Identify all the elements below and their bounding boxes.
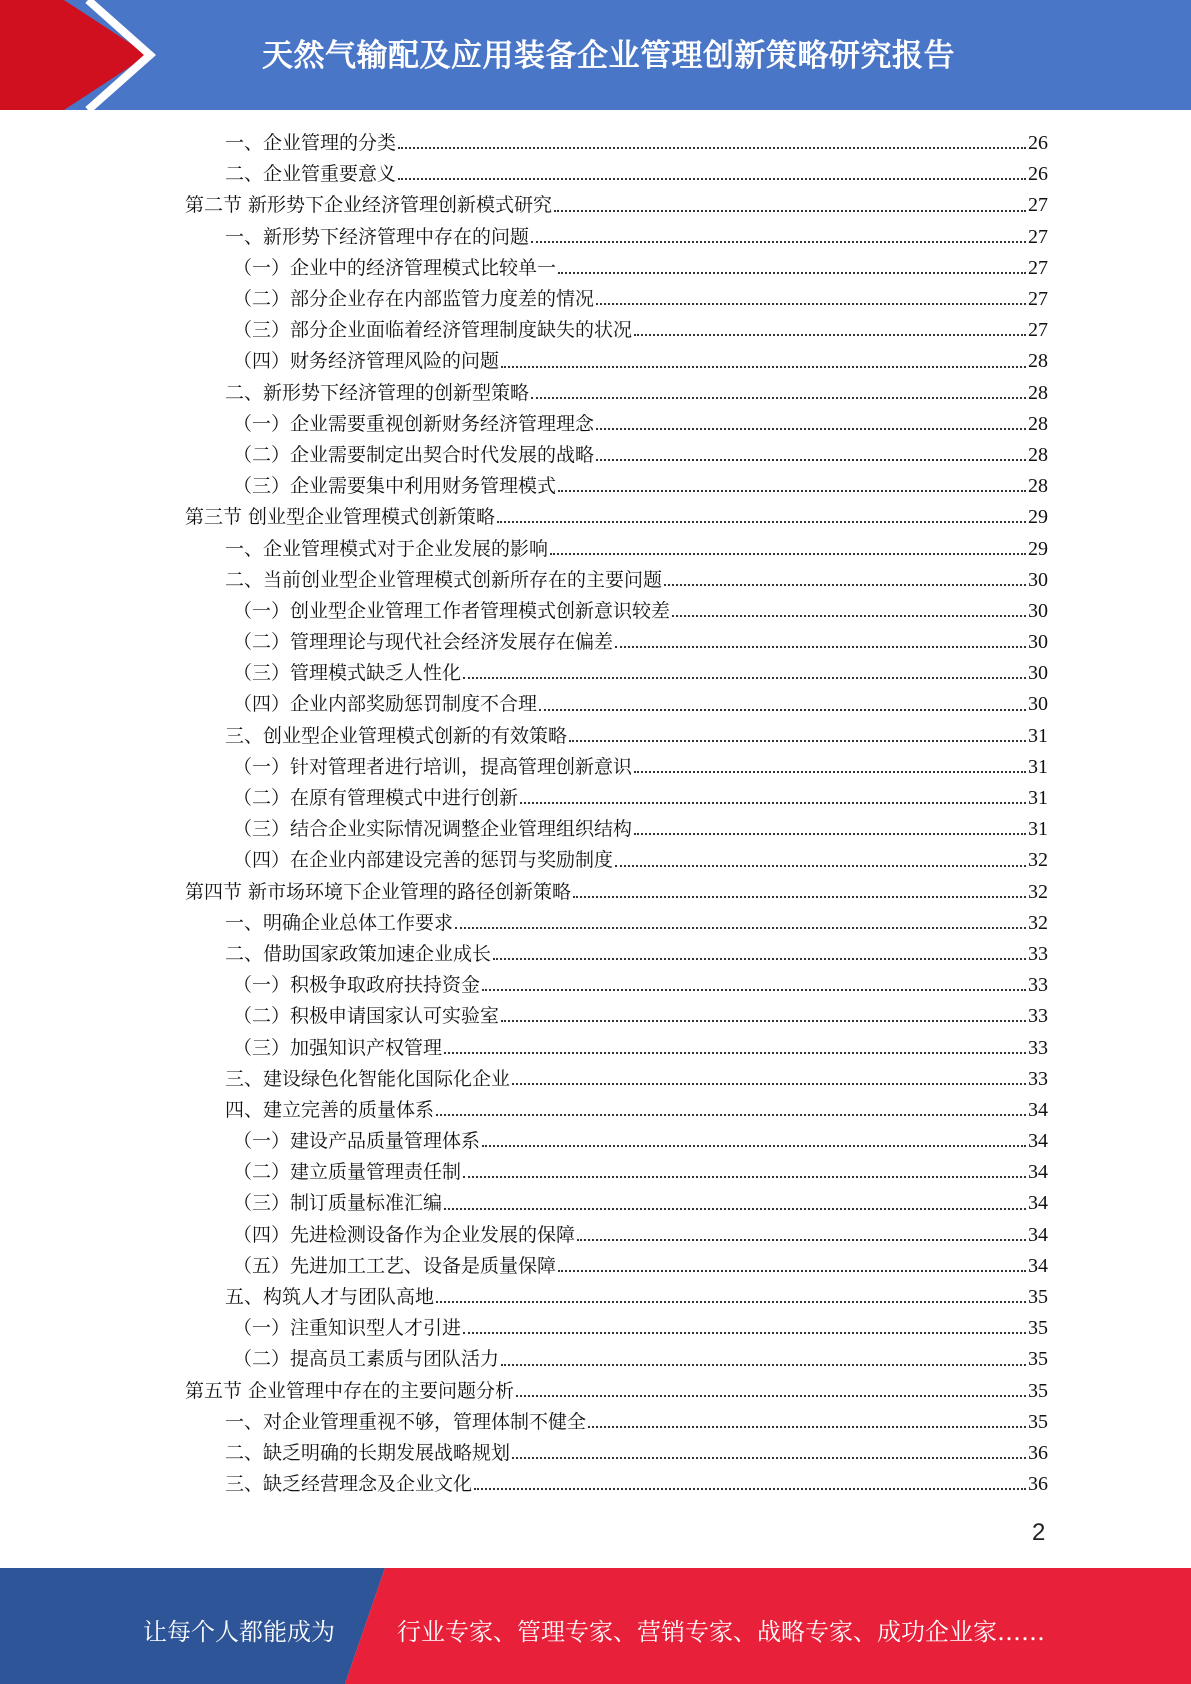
toc-entry-page: 31 [1028, 755, 1048, 778]
page-number: 2 [1032, 1519, 1046, 1546]
toc-entry-page: 26 [1028, 163, 1048, 186]
toc-entry[interactable] [185, 814, 1048, 845]
toc-entry-page: 28 [1028, 475, 1048, 498]
toc-entry-title: 一、新形势下经济管理中存在的问题 [225, 225, 530, 248]
toc-entry-title: 第三节 创业型企业管理模式创新策略 [185, 506, 496, 529]
toc-entry[interactable] [185, 440, 1048, 471]
toc-entry[interactable] [185, 378, 1048, 409]
toc-entry-title: 二、缺乏明确的长期发展战略规划 [225, 1441, 511, 1464]
toc-entry-title: （二）提高员工素质与团队活力 [233, 1348, 500, 1371]
toc-dot-leader [615, 646, 1026, 648]
toc-entry[interactable] [185, 1438, 1048, 1469]
toc-entry-page: 27 [1028, 194, 1048, 217]
toc-entry[interactable] [185, 1001, 1048, 1032]
toc-entry[interactable] [185, 658, 1048, 689]
toc-dot-leader [539, 709, 1026, 711]
toc-entry[interactable] [185, 845, 1048, 876]
toc-entry-title: 一、企业管理模式对于企业发展的影响 [225, 537, 549, 560]
toc-dot-leader [634, 771, 1026, 773]
toc-entry[interactable] [185, 1407, 1048, 1438]
toc-entry[interactable] [185, 1469, 1048, 1500]
toc-dot-leader [531, 241, 1026, 243]
toc-entry[interactable] [185, 533, 1048, 564]
toc-entry[interactable] [185, 1220, 1048, 1251]
toc-entry-page: 29 [1028, 537, 1048, 560]
toc-entry[interactable] [185, 1032, 1048, 1063]
toc-dot-leader [501, 1364, 1026, 1366]
toc-entry-title: 五、构筑人才与团队高地 [225, 1286, 435, 1309]
report-title: 天然气输配及应用装备企业管理创新策略研究报告 [262, 38, 955, 74]
toc-entry-page: 36 [1028, 1473, 1048, 1496]
toc-entry-title: 一、明确企业总体工作要求 [225, 911, 454, 934]
toc-entry-page: 30 [1028, 662, 1048, 685]
table-of-contents [185, 128, 1048, 1500]
toc-dot-leader [615, 865, 1026, 867]
toc-entry-page: 27 [1028, 288, 1048, 311]
toc-dot-leader [516, 1395, 1026, 1397]
toc-dot-leader [482, 1145, 1026, 1147]
toc-entry-page: 34 [1028, 1223, 1048, 1246]
toc-entry[interactable] [185, 721, 1048, 752]
toc-entry-page: 27 [1028, 256, 1048, 279]
toc-entry[interactable] [185, 284, 1048, 315]
toc-entry-page: 31 [1028, 787, 1048, 810]
toc-entry-page: 26 [1028, 132, 1048, 155]
toc-entry-title: （四）财务经济管理风险的问题 [233, 350, 500, 373]
toc-entry-title: （一）注重知识型人才引进 [233, 1317, 462, 1340]
toc-entry[interactable] [185, 159, 1048, 190]
toc-entry-title: （一）企业需要重视创新财务经济管理理念 [233, 412, 595, 435]
toc-entry[interactable] [185, 1282, 1048, 1313]
toc-dot-leader [512, 1083, 1026, 1085]
toc-dot-leader [482, 989, 1026, 991]
toc-entry[interactable] [185, 970, 1048, 1001]
toc-entry[interactable] [185, 939, 1048, 970]
toc-dot-leader [596, 459, 1026, 461]
toc-entry-page: 30 [1028, 568, 1048, 591]
toc-entry-page: 33 [1028, 1005, 1048, 1028]
toc-entry-title: 三、缺乏经营理念及企业文化 [225, 1473, 473, 1496]
toc-dot-leader [596, 303, 1026, 305]
toc-entry[interactable] [185, 315, 1048, 346]
toc-dot-leader [436, 1301, 1026, 1303]
toc-dot-leader [463, 677, 1026, 679]
toc-dot-leader [463, 1332, 1026, 1334]
toc-entry-page: 28 [1028, 443, 1048, 466]
toc-dot-leader [501, 366, 1026, 368]
toc-entry[interactable] [185, 471, 1048, 502]
toc-entry[interactable] [185, 1157, 1048, 1188]
toc-dot-leader [558, 1270, 1026, 1272]
toc-entry-page: 31 [1028, 724, 1048, 747]
toc-entry-page: 35 [1028, 1348, 1048, 1371]
toc-entry-title: 一、对企业管理重视不够，管理体制不健全 [225, 1410, 587, 1433]
toc-dot-leader [497, 521, 1026, 523]
toc-entry[interactable] [185, 253, 1048, 284]
toc-entry-title: 二、新形势下经济管理的创新型策略 [225, 381, 530, 404]
toc-section-entry[interactable] [185, 502, 1048, 533]
toc-entry-page: 30 [1028, 599, 1048, 622]
toc-entry[interactable] [185, 128, 1048, 159]
toc-entry-page: 28 [1028, 350, 1048, 373]
toc-entry-title: 第五节 企业管理中存在的主要问题分析 [185, 1379, 515, 1402]
toc-entry-title: （三）制订质量标准汇编 [233, 1192, 443, 1215]
toc-entry-title: （二）管理理论与现代社会经济发展存在偏差 [233, 631, 614, 654]
toc-entry-page: 32 [1028, 911, 1048, 934]
toc-entry-title: 一、企业管理的分类 [225, 132, 397, 155]
toc-entry-title: 二、企业管重要意义 [225, 163, 397, 186]
toc-section-entry[interactable] [185, 1376, 1048, 1407]
toc-entry-page: 32 [1028, 880, 1048, 903]
toc-entry[interactable] [185, 1095, 1048, 1126]
toc-entry[interactable] [185, 1188, 1048, 1219]
toc-dot-leader [554, 210, 1026, 212]
toc-dot-leader [520, 802, 1026, 804]
toc-entry[interactable] [185, 1126, 1048, 1157]
toc-entry[interactable] [185, 1344, 1048, 1375]
toc-entry[interactable] [185, 627, 1048, 658]
toc-dot-leader [436, 1114, 1026, 1116]
toc-entry-title: （四）先进检测设备作为企业发展的保障 [233, 1223, 576, 1246]
toc-dot-leader [664, 584, 1026, 586]
report-footer [0, 1568, 1191, 1684]
toc-entry-title: 三、建设绿色化智能化国际化企业 [225, 1067, 511, 1090]
toc-entry-title: （三）企业需要集中利用财务管理模式 [233, 475, 557, 498]
toc-entry-title: （三）加强知识产权管理 [233, 1036, 443, 1059]
toc-entry-title: （二）部分企业存在内部监管力度差的情况 [233, 288, 595, 311]
toc-dot-leader [577, 1239, 1026, 1241]
toc-entry[interactable] [185, 409, 1048, 440]
toc-entry-page: 33 [1028, 1067, 1048, 1090]
footer-slogan-right: 行业专家、管理专家、营销专家、战略专家、成功企业家…… [397, 1618, 1045, 1646]
toc-entry-page: 34 [1028, 1161, 1048, 1184]
toc-entry-page: 27 [1028, 319, 1048, 342]
toc-entry[interactable] [185, 1313, 1048, 1344]
toc-entry-title: （一）建设产品质量管理体系 [233, 1130, 481, 1153]
toc-section-entry[interactable] [185, 877, 1048, 908]
toc-entry-page: 35 [1028, 1410, 1048, 1433]
toc-entry[interactable] [185, 596, 1048, 627]
toc-entry-page: 34 [1028, 1098, 1048, 1121]
toc-dot-leader [588, 1426, 1026, 1428]
toc-entry-page: 36 [1028, 1441, 1048, 1464]
toc-entry-page: 30 [1028, 693, 1048, 716]
toc-entry-page: 35 [1028, 1379, 1048, 1402]
toc-entry-title: （一）积极争取政府扶持资金 [233, 974, 481, 997]
toc-entry-title: （二）在原有管理模式中进行创新 [233, 787, 519, 810]
toc-entry-page: 33 [1028, 974, 1048, 997]
toc-dot-leader [493, 958, 1026, 960]
toc-dot-leader [455, 927, 1026, 929]
toc-dot-leader [512, 1457, 1026, 1459]
toc-entry[interactable] [185, 346, 1048, 377]
footer-slogan-left: 让每个人都能成为 [143, 1618, 335, 1646]
toc-entry-title: 二、借助国家政策加速企业成长 [225, 942, 492, 965]
toc-entry-title: （三）管理模式缺乏人性化 [233, 662, 462, 685]
toc-dot-leader [634, 833, 1026, 835]
toc-dot-leader [573, 896, 1026, 898]
toc-entry-page: 34 [1028, 1192, 1048, 1215]
toc-entry-title: （一）针对管理者进行培训，提高管理创新意识 [233, 755, 633, 778]
toc-dot-leader [474, 1488, 1026, 1490]
toc-entry-page: 35 [1028, 1317, 1048, 1340]
toc-entry-title: （二）建立质量管理责任制 [233, 1161, 462, 1184]
toc-dot-leader [463, 1176, 1026, 1178]
toc-section-entry[interactable] [185, 190, 1048, 221]
toc-entry-title: 第四节 新市场环境下企业管理的路径创新策略 [185, 880, 572, 903]
report-header [0, 0, 1191, 110]
toc-dot-leader [634, 334, 1026, 336]
toc-dot-leader [569, 740, 1026, 742]
toc-entry[interactable] [185, 752, 1048, 783]
toc-entry-page: 33 [1028, 1036, 1048, 1059]
toc-entry-title: 二、当前创业型企业管理模式创新所存在的主要问题 [225, 568, 663, 591]
toc-entry-page: 33 [1028, 942, 1048, 965]
toc-dot-leader [398, 147, 1026, 149]
toc-dot-leader [558, 272, 1026, 274]
toc-dot-leader [398, 178, 1026, 180]
toc-entry-title: 三、创业型企业管理模式创新的有效策略 [225, 724, 568, 747]
toc-entry-title: （一）企业中的经济管理模式比较单一 [233, 256, 557, 279]
toc-entry[interactable] [185, 1064, 1048, 1095]
toc-entry-page: 28 [1028, 412, 1048, 435]
toc-entry-page: 29 [1028, 506, 1048, 529]
toc-entry-title: （二）积极申请国家认可实验室 [233, 1005, 500, 1028]
toc-entry[interactable] [185, 689, 1048, 720]
toc-dot-leader [444, 1208, 1026, 1210]
toc-entry[interactable] [185, 783, 1048, 814]
toc-entry-page: 34 [1028, 1254, 1048, 1277]
toc-entry-page: 34 [1028, 1130, 1048, 1153]
toc-entry-title: （五）先进加工工艺、设备是质量保障 [233, 1254, 557, 1277]
toc-dot-leader [596, 428, 1026, 430]
toc-entry-title: （四）在企业内部建设完善的惩罚与奖励制度 [233, 849, 614, 872]
toc-entry-page: 28 [1028, 381, 1048, 404]
toc-entry-page: 30 [1028, 631, 1048, 654]
toc-entry-title: （一）创业型企业管理工作者管理模式创新意识较差 [233, 599, 671, 622]
toc-dot-leader [550, 553, 1026, 555]
toc-entry-title: （四）企业内部奖励惩罚制度不合理 [233, 693, 538, 716]
toc-entry-page: 31 [1028, 818, 1048, 841]
toc-entry-title: 四、建立完善的质量体系 [225, 1098, 435, 1121]
toc-entry-page: 35 [1028, 1286, 1048, 1309]
toc-dot-leader [501, 1020, 1026, 1022]
toc-entry-page: 27 [1028, 225, 1048, 248]
toc-dot-leader [444, 1052, 1026, 1054]
toc-entry-title: （三）结合企业实际情况调整企业管理组织结构 [233, 818, 633, 841]
toc-dot-leader [672, 615, 1026, 617]
toc-entry[interactable] [185, 908, 1048, 939]
toc-entry[interactable] [185, 565, 1048, 596]
toc-entry-title: 第二节 新形势下企业经济管理创新模式研究 [185, 194, 553, 217]
toc-dot-leader [531, 397, 1026, 399]
toc-entry[interactable] [185, 1251, 1048, 1282]
toc-entry[interactable] [185, 222, 1048, 253]
toc-entry-title: （二）企业需要制定出契合时代发展的战略 [233, 443, 595, 466]
toc-entry-page: 32 [1028, 849, 1048, 872]
toc-dot-leader [558, 490, 1026, 492]
toc-entry-title: （三）部分企业面临着经济管理制度缺失的状况 [233, 319, 633, 342]
